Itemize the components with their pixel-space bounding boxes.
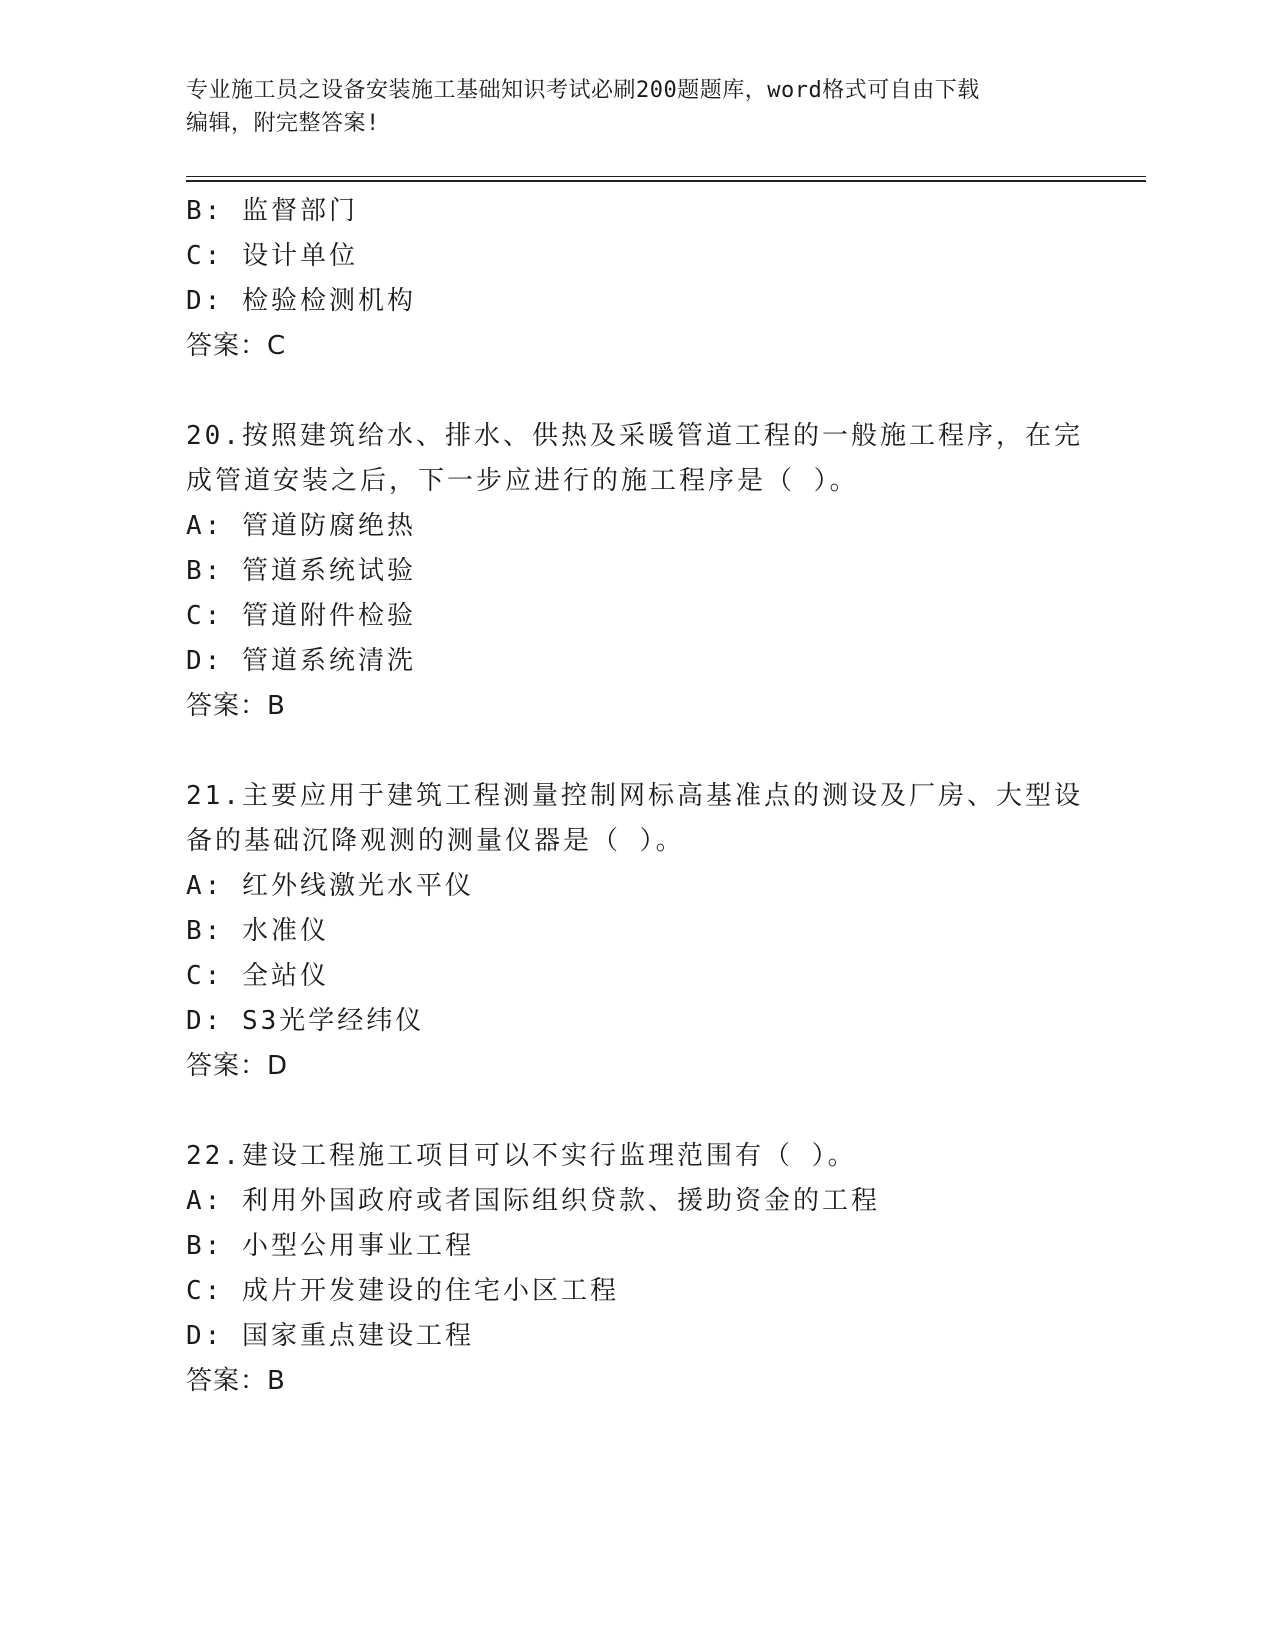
header-divider-thick bbox=[186, 180, 1146, 182]
question-list bbox=[186, 189, 1086, 1404]
question-20 bbox=[186, 414, 1086, 729]
option-d: D: 国家重点建设工程 bbox=[186, 1321, 474, 1351]
option-d: D: 管道系统清洗 bbox=[186, 646, 416, 676]
header-line-2: 编辑，附完整答案! bbox=[186, 111, 380, 136]
option-d: D: 检验检测机构 bbox=[186, 286, 416, 316]
option-c: C: 全站仪 bbox=[186, 961, 329, 991]
option-b: B: 小型公用事业工程 bbox=[186, 1231, 474, 1261]
question-stem-continued: 成管道安装之后，下一步应进行的施工程序是（ ）。 bbox=[186, 466, 859, 496]
question-stem: 21.主要应用于建筑工程测量控制网标高基准点的测设及厂房、大型设 bbox=[186, 781, 1083, 811]
option-c: C: 成片开发建设的住宅小区工程 bbox=[186, 1276, 619, 1306]
header-divider-thin bbox=[186, 176, 1146, 177]
option-a: A: 红外线激光水平仪 bbox=[186, 871, 474, 901]
spacer bbox=[186, 369, 1086, 414]
option-a: A: 利用外国政府或者国际组织贷款、援助资金的工程 bbox=[186, 1186, 880, 1216]
question-21 bbox=[186, 774, 1086, 1089]
option-a: A: 管道防腐绝热 bbox=[186, 511, 416, 541]
option-b: B: 监督部门 bbox=[186, 196, 358, 226]
option-c: C: 设计单位 bbox=[186, 241, 358, 271]
header-line-1: 专业施工员之设备安装施工基础知识考试必刷200题题库，word格式可自由下载 bbox=[186, 78, 980, 103]
spacer bbox=[186, 1089, 1086, 1134]
option-d: D: S3光学经纬仪 bbox=[186, 1006, 425, 1036]
question-22 bbox=[186, 1134, 1086, 1404]
answer-line: 答案：D bbox=[186, 1051, 289, 1081]
option-b: B: 管道系统试验 bbox=[186, 556, 416, 586]
page-header bbox=[186, 74, 1066, 140]
answer-line: 答案：C bbox=[186, 331, 287, 361]
question-19-continued bbox=[186, 189, 1086, 369]
question-stem: 20.按照建筑给水、排水、供热及采暖管道工程的一般施工程序，在完 bbox=[186, 421, 1083, 451]
question-stem: 22.建设工程施工项目可以不实行监理范围有（ ）。 bbox=[186, 1141, 857, 1171]
answer-line: 答案：B bbox=[186, 691, 286, 721]
question-stem-continued: 备的基础沉降观测的测量仪器是（ ）。 bbox=[186, 826, 685, 856]
option-b: B: 水准仪 bbox=[186, 916, 329, 946]
answer-line: 答案：B bbox=[186, 1366, 286, 1396]
option-c: C: 管道附件检验 bbox=[186, 601, 416, 631]
spacer bbox=[186, 729, 1086, 774]
